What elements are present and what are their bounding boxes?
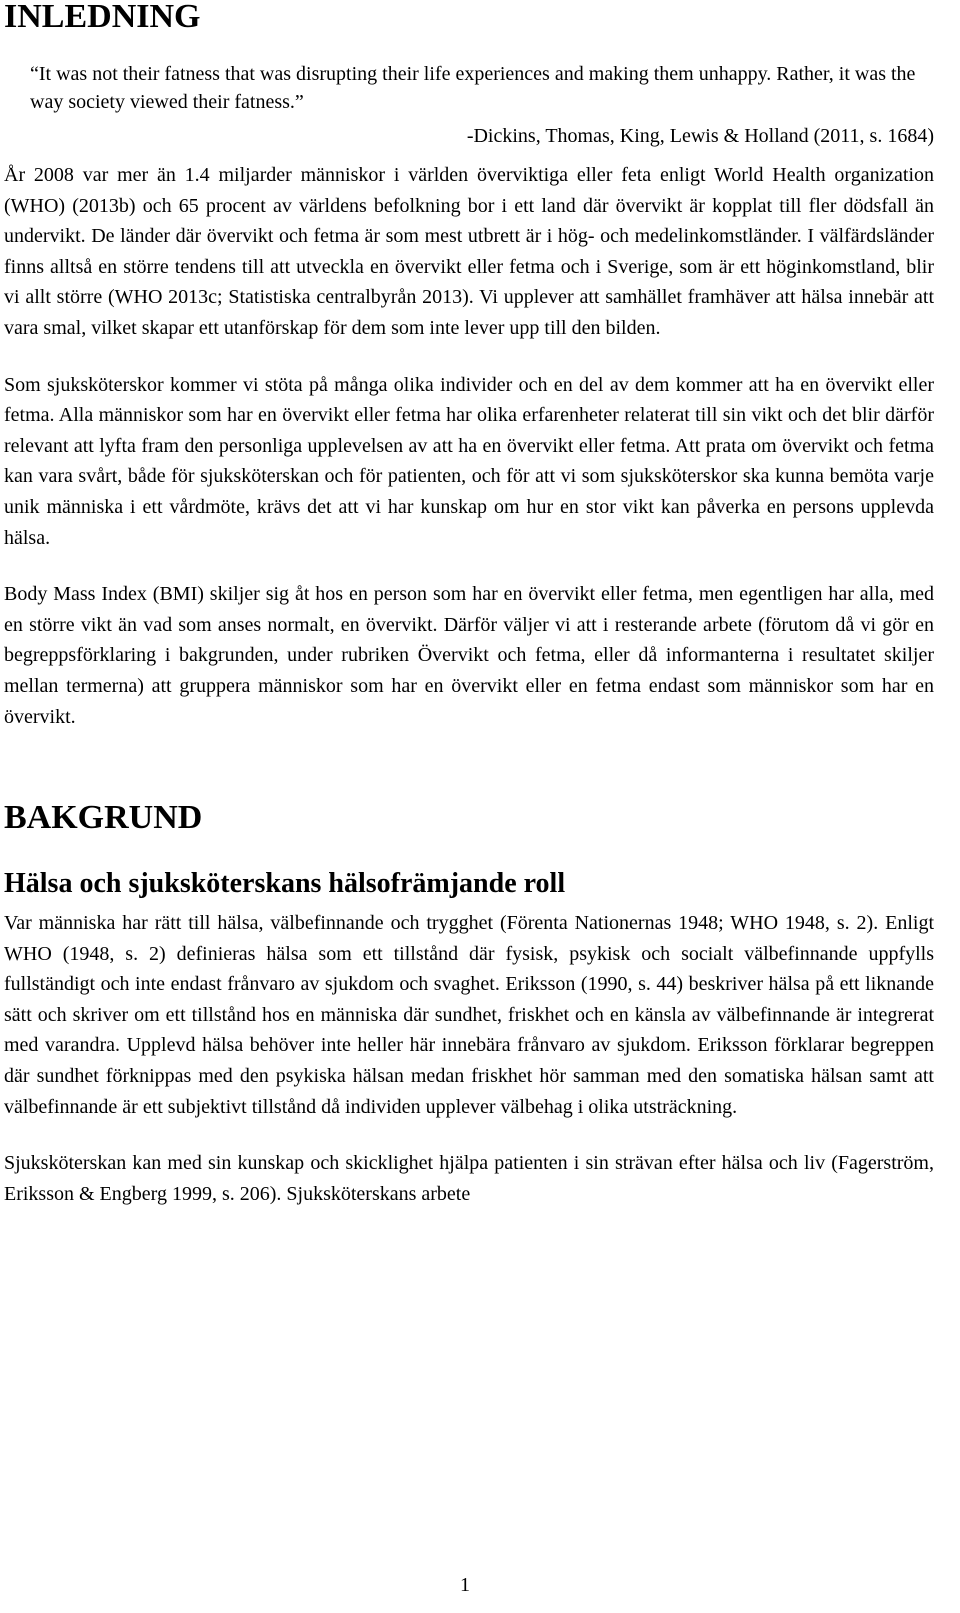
intro-paragraph-3: Body Mass Index (BMI) skiljer sig åt hos en person som har en övervikt eller fetma, men egentligen har alla, med en större vikt än vad som anses normalt, en övervikt. Därför väljer vi att i resterande arbete (förutom då vi gör en begreppsförklaring i bakgrunden, under rubriken Övervikt och fetma, eller då informanterna i resultatet skiljer mellan termerna) att gruppera människor som har en övervikt eller en fetma endast som människor som har en övervikt. [4, 583, 934, 728]
page-number: 1 [460, 1574, 470, 1596]
epigraph-source: -Dickins, Thomas, King, Lewis & Holland (2011, s. 1684) [466, 125, 934, 147]
background-paragraph-1: Var människa har rätt till hälsa, välbefinnande och trygghet (Förenta Nationernas 1948; WHO 1948, s. 2). Enligt WHO (1948, s. 2) definieras hälsa som ett tillstånd där fysisk, psykisk och socialt välbefinnande uppfylls fullständigt och inte endast frånvaro av sjukdom och svaghet. Eriksson (1990, s. 44) beskriver hälsa på ett liknande sätt och skriver om ett tillstånd hos en människa där sundhet, friskhet och en känsla av välbefinnande är integrerat med varandra. Upplevd hälsa behöver inte heller här innebära frånvaro av sjukdom. Eriksson förklarar begreppen där sundhet förknippas med den psykiska hälsan medan friskhet hör samman med den somatiska hälsan samt att välbefinnande är ett subjektivt tillstånd då individen upplever välbehag i olika utsträckning. [4, 912, 934, 1118]
epigraph-quote: “It was not their fatness that was disrupting their life experiences and making them unhappy. Rather, it was the way society viewed their fatness.” [30, 63, 916, 113]
intro-paragraph-2: Som sjuksköterskor kommer vi stöta på många olika individer och en del av dem kommer att ha en övervikt eller fetma. Alla människor som har en övervikt eller fetma har olika erfarenheter relaterat till sin vikt och det blir därför relevant att lyfta fram den personliga upplevelsen av att ha en övervikt eller fetma. Att prata om övervikt och fetma kan vara svårt, både för sjuksköterskan och för patienten, och för att vi som sjuksköterskor ska kunna bemöta varje unik människa i ett vårdmöte, krävs det att vi har kunskap om hur en stor vikt kan påverka en persons upplevda hälsa. [4, 373, 934, 549]
heading-bakgrund: BAKGRUND [4, 799, 203, 837]
document-page [4, 0, 934, 1209]
subheading-health-role: Hälsa och sjuksköterskans hälsofrämjande roll [4, 868, 566, 900]
heading-inledning: INLEDNING [4, 0, 201, 35]
background-paragraph-2: Sjuksköterskan kan med sin kunskap och skicklighet hjälpa patienten i sin strävan efter hälsa och liv (Fagerström, Eriksson & Engberg 1999, s. 206). Sjuksköterskans arbete [4, 1152, 934, 1205]
intro-paragraph-1: År 2008 var mer än 1.4 miljarder människor i världen överviktiga eller feta enligt World Health organization (WHO) (2013b) och 65 procent av världens befolkning bor i ett land där övervikt är kopplat till fler dödsfall än undervikt. De länder där övervikt och fetma är som mest utbrett är i hög- och medelinkomstländer. I välfärdsländer finns alltså en större tendens till att utveckla en övervikt eller fetma och i Sverige, som är ett höginkomstland, blir vi allt större (WHO 2013c; Statistiska centralbyrån 2013). Vi upplever att samhället framhäver att hälsa innebär att vara smal, vilket skapar ett utanförskap för dem som inte lever upp till den bilden. [4, 164, 934, 339]
